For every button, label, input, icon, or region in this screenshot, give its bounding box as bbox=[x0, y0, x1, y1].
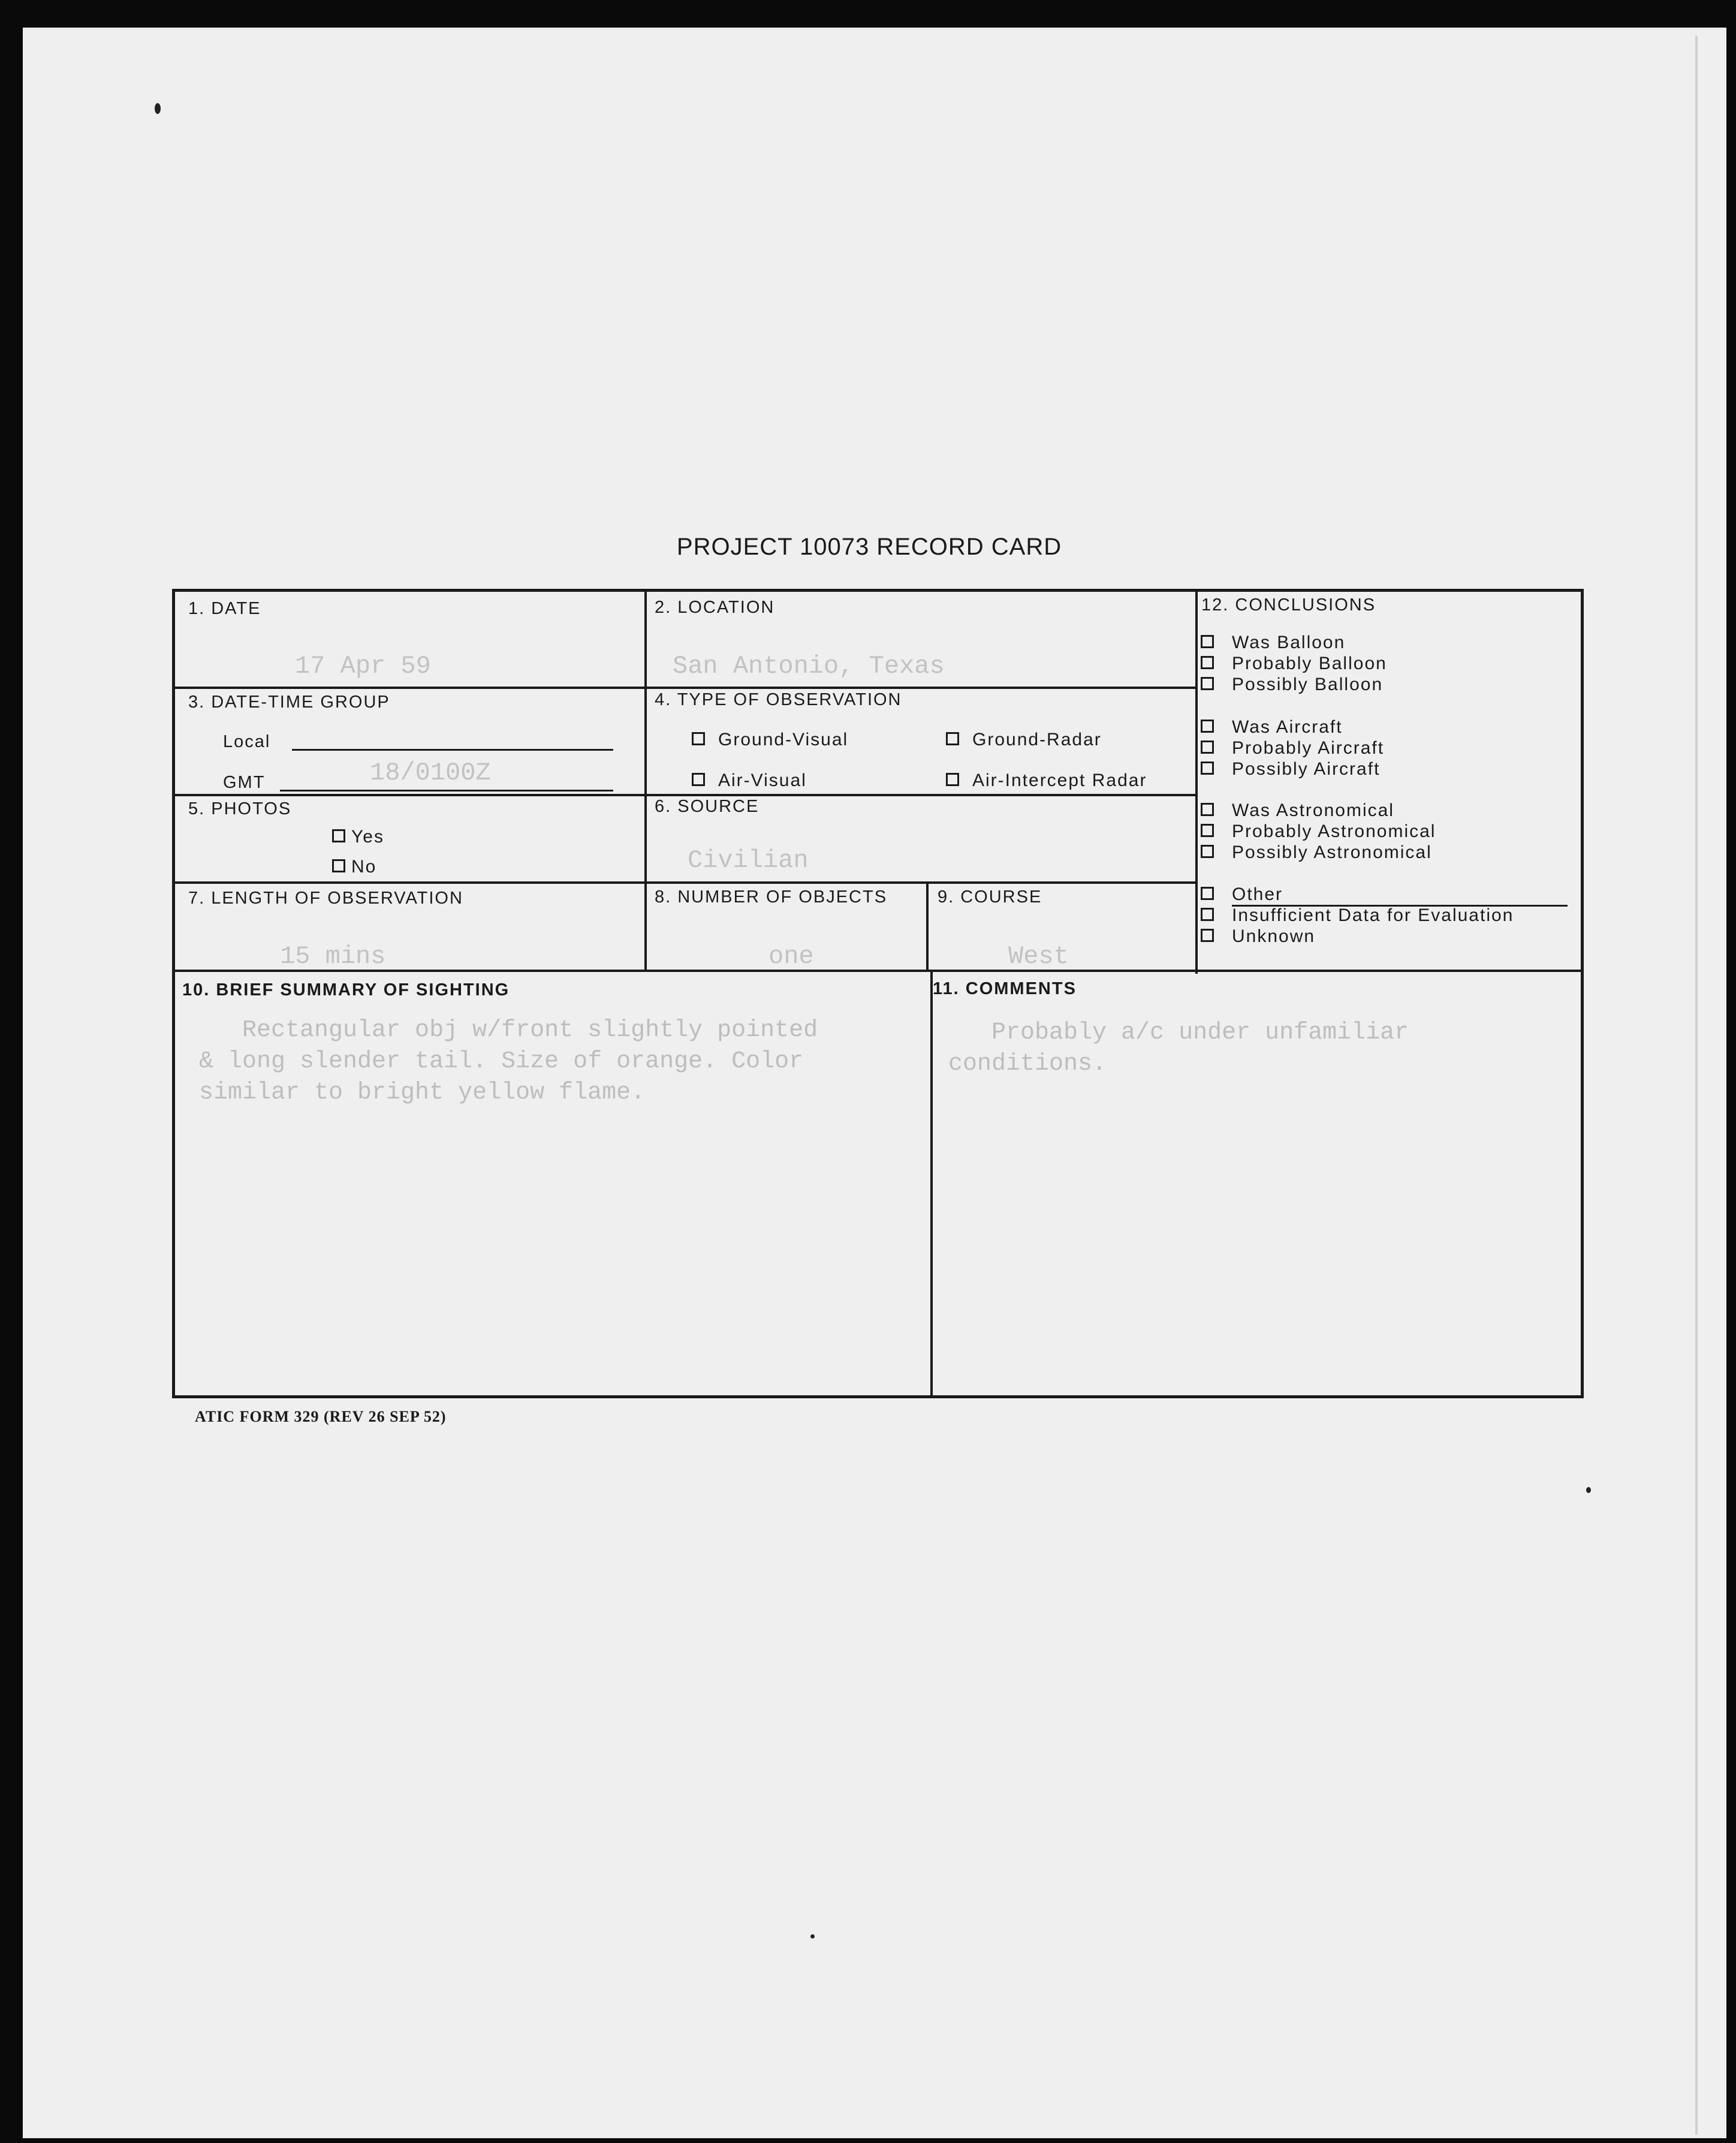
divider-h-4 bbox=[175, 970, 1581, 972]
checkbox-icon bbox=[1201, 677, 1214, 690]
comments-line: Probably a/c under unfamiliar bbox=[948, 1019, 1409, 1046]
summary-line: & long slender tail. Size of orange. Color bbox=[199, 1048, 804, 1075]
summary-label: 10. BRIEF SUMMARY OF SIGHTING bbox=[182, 980, 510, 1000]
comments-label: 11. COMMENTS bbox=[933, 979, 1077, 998]
checkbox-icon bbox=[1201, 929, 1214, 942]
summary-line: Rectangular obj w/front slightly pointed bbox=[199, 1017, 818, 1044]
source-label: 6. SOURCE bbox=[655, 797, 760, 816]
local-label: Local bbox=[223, 732, 271, 751]
checkbox-icon bbox=[1201, 803, 1214, 816]
checkbox-icon bbox=[692, 732, 705, 745]
card-title: PROJECT 10073 RECORD CARD bbox=[676, 534, 1062, 560]
conclusion-possibly-balloon[interactable]: Possibly Balloon bbox=[1201, 675, 1383, 695]
dtg-label: 3. DATE-TIME GROUP bbox=[188, 693, 390, 712]
checkbox-icon bbox=[332, 829, 345, 842]
num-objects-label: 8. NUMBER OF OBJECTS bbox=[655, 887, 888, 907]
conclusion-possibly-aircraft[interactable]: Possibly Aircraft bbox=[1201, 759, 1380, 779]
comments-line: conditions. bbox=[948, 1051, 1107, 1077]
option-ground-radar[interactable]: Ground-Radar bbox=[946, 730, 1102, 750]
record-card bbox=[172, 589, 1584, 1398]
divider-h-2 bbox=[175, 794, 1195, 796]
checkbox-icon bbox=[1201, 656, 1214, 669]
conclusion-probably-aircraft[interactable]: Probably Aircraft bbox=[1201, 738, 1384, 759]
conclusion-insufficient-data[interactable]: Insufficient Data for Evaluation bbox=[1201, 905, 1514, 926]
length-value: 15 mins bbox=[280, 942, 386, 971]
checkbox-icon bbox=[1201, 845, 1214, 858]
photos-label: 5. PHOTOS bbox=[188, 799, 292, 818]
source-value: Civilian bbox=[688, 846, 809, 875]
conclusion-was-aircraft[interactable]: Was Aircraft bbox=[1201, 717, 1343, 738]
checkbox-icon bbox=[946, 732, 959, 745]
divider-h-1 bbox=[175, 687, 1195, 689]
option-photos-no[interactable]: No bbox=[332, 857, 376, 877]
conclusion-probably-astronomical[interactable]: Probably Astronomical bbox=[1201, 821, 1436, 842]
conclusion-was-astronomical[interactable]: Was Astronomical bbox=[1201, 800, 1394, 821]
option-air-visual[interactable]: Air-Visual bbox=[692, 770, 807, 791]
checkbox-icon bbox=[1201, 824, 1214, 837]
option-air-intercept-radar[interactable]: Air-Intercept Radar bbox=[946, 770, 1147, 791]
num-objects-value: one bbox=[768, 942, 814, 971]
photo-edge bbox=[1695, 36, 1698, 2135]
length-label: 7. LENGTH OF OBSERVATION bbox=[188, 889, 463, 908]
conclusion-unknown[interactable]: Unknown bbox=[1201, 926, 1315, 947]
checkbox-icon bbox=[332, 859, 345, 872]
summary-line: similar to bright yellow flame. bbox=[199, 1079, 646, 1106]
dust-speck bbox=[1586, 1487, 1591, 1493]
dust-speck bbox=[155, 103, 161, 114]
checkbox-icon bbox=[1201, 762, 1214, 775]
checkbox-icon bbox=[1201, 741, 1214, 754]
divider-v-objects-course bbox=[926, 881, 929, 970]
gmt-label: GMT bbox=[223, 773, 266, 792]
conclusion-other[interactable]: Other bbox=[1201, 884, 1568, 907]
course-label: 9. COURSE bbox=[938, 887, 1042, 907]
checkbox-icon bbox=[1201, 635, 1214, 648]
divider-v-conclusions bbox=[1195, 592, 1198, 974]
divider-v-left-top bbox=[644, 592, 647, 970]
checkbox-icon bbox=[1201, 887, 1214, 900]
divider-v-bottom bbox=[930, 970, 933, 1396]
date-value: 17 Apr 59 bbox=[295, 652, 431, 681]
dust-speck bbox=[810, 1934, 815, 1939]
divider-h-3 bbox=[175, 881, 1195, 884]
conclusions-label: 12. CONCLUSIONS bbox=[1201, 595, 1376, 615]
observation-type-label: 4. TYPE OF OBSERVATION bbox=[655, 690, 902, 709]
checkbox-icon bbox=[692, 773, 705, 786]
checkbox-icon bbox=[1201, 720, 1214, 733]
location-value: San Antonio, Texas bbox=[673, 652, 945, 681]
option-photos-yes[interactable]: Yes bbox=[332, 827, 384, 847]
course-value: West bbox=[1008, 942, 1069, 971]
date-label: 1. DATE bbox=[188, 599, 261, 618]
location-label: 2. LOCATION bbox=[655, 598, 775, 617]
gmt-value: 18/0100Z bbox=[370, 759, 491, 787]
option-ground-visual[interactable]: Ground-Visual bbox=[692, 730, 848, 750]
local-underline bbox=[292, 749, 613, 751]
checkbox-icon bbox=[1201, 908, 1214, 921]
conclusion-possibly-astronomical[interactable]: Possibly Astronomical bbox=[1201, 842, 1432, 863]
conclusion-was-balloon[interactable]: Was Balloon bbox=[1201, 633, 1345, 653]
form-reference: ATIC FORM 329 (REV 26 SEP 52) bbox=[195, 1408, 447, 1425]
checkbox-icon bbox=[946, 773, 959, 786]
conclusion-probably-balloon[interactable]: Probably Balloon bbox=[1201, 654, 1387, 674]
gmt-underline bbox=[280, 790, 613, 791]
